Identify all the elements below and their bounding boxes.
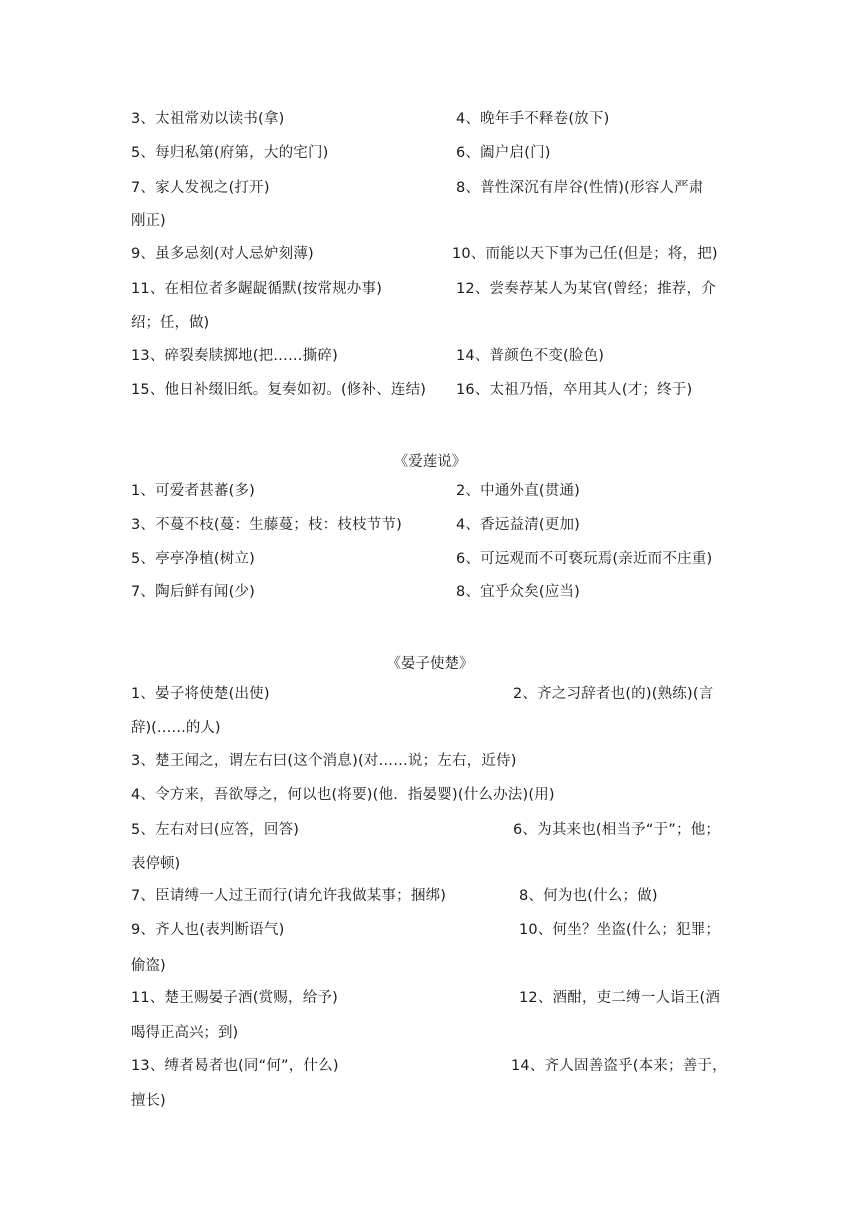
note-item: 16、太祖乃悟，卒用其人(才；终于) xyxy=(456,382,693,398)
section-title: 《晏子使楚》 xyxy=(386,656,474,672)
note-item: 12、尝奏荐某人为某官(曾经；推荐，介 xyxy=(456,281,716,297)
note-item: 4、香远益清(更加) xyxy=(456,517,581,533)
note-item: 3、不蔓不枝(蔓：生藤蔓；枝：枝枝节节) xyxy=(131,517,403,533)
note-item: 7、家人发视之(打开) xyxy=(131,180,270,196)
note-item: 4、令方来，吾欲辱之，何以也(将要)(他．指晏婴)(什么办法)(用) xyxy=(131,787,555,803)
note-item: 10、何坐？坐盗(什么；犯罪； xyxy=(519,922,721,938)
note-item: 13、缚者曷者也(同“何”，什么) xyxy=(131,1058,339,1074)
note-item: 1、晏子将使楚(出使) xyxy=(131,686,270,702)
note-item-continuation: 辞)(……的人) xyxy=(131,720,221,736)
note-item: 8、普性深沉有岸谷(性情)(形容人严肃 xyxy=(456,180,704,196)
note-item: 5、亭亭净植(树立) xyxy=(131,551,256,567)
note-item: 1、可爱者甚蕃(多) xyxy=(131,483,256,499)
note-item: 2、齐之习辞者也(的)(熟练)(言 xyxy=(513,686,714,702)
note-item: 8、宜乎众矣(应当) xyxy=(456,584,581,600)
note-item: 3、太祖常劝以读书(拿) xyxy=(131,111,285,127)
note-item: 11、楚王赐晏子酒(赏赐，给予) xyxy=(131,990,338,1006)
note-item: 14、齐人固善盗乎(本来；善于， xyxy=(511,1058,727,1074)
note-item: 4、晚年手不释卷(放下) xyxy=(456,111,610,127)
note-item: 3、楚王闻之，谓左右曰(这个消息)(对……说；左右，近侍) xyxy=(131,753,517,769)
note-item: 15、他日补缀旧纸。复奏如初。(修补、连结) xyxy=(131,382,427,398)
note-item-continuation: 擅长) xyxy=(131,1093,166,1109)
note-item-continuation: 刚正) xyxy=(131,213,166,229)
note-item: 6、可远观而不可亵玩焉(亲近而不庄重) xyxy=(456,551,713,567)
note-item-continuation: 表停顿) xyxy=(131,856,181,872)
note-item-continuation: 偷盗) xyxy=(131,958,166,974)
note-item: 2、中通外直(贯通) xyxy=(456,483,581,499)
note-item: 7、臣请缚一人过王而行(请允许我做某事；捆绑) xyxy=(131,888,447,904)
note-item: 5、每归私第(府第，大的宅门) xyxy=(131,145,329,161)
note-item: 9、齐人也(表判断语气) xyxy=(131,922,285,938)
note-item: 14、普颜色不变(脸色) xyxy=(456,348,605,364)
note-item: 9、虽多忌刻(对人忌妒刻薄) xyxy=(131,246,314,262)
note-item: 6、为其来也(相当予“于”；他； xyxy=(513,822,721,838)
note-item: 5、左右对曰(应答，回答) xyxy=(131,822,300,838)
note-item: 13、碎裂奏牍掷地(把……撕碎) xyxy=(131,348,338,364)
note-item-continuation: 喝得正高兴；到) xyxy=(131,1025,239,1041)
section-title: 《爱莲说》 xyxy=(393,454,467,470)
note-item-continuation: 绍；任，做) xyxy=(131,315,210,331)
note-item: 10、而能以天下事为己任(但是；将，把) xyxy=(452,246,718,262)
note-item: 7、陶后鲜有闻(少) xyxy=(131,584,256,600)
note-item: 6、阖户启(门) xyxy=(456,145,551,161)
note-item: 11、在相位者多龌龊循默(按常规办事) xyxy=(131,281,383,297)
note-item: 12、酒酣，吏二缚一人诣王(酒 xyxy=(519,990,721,1006)
note-item: 8、何为也(什么；做) xyxy=(519,888,658,904)
